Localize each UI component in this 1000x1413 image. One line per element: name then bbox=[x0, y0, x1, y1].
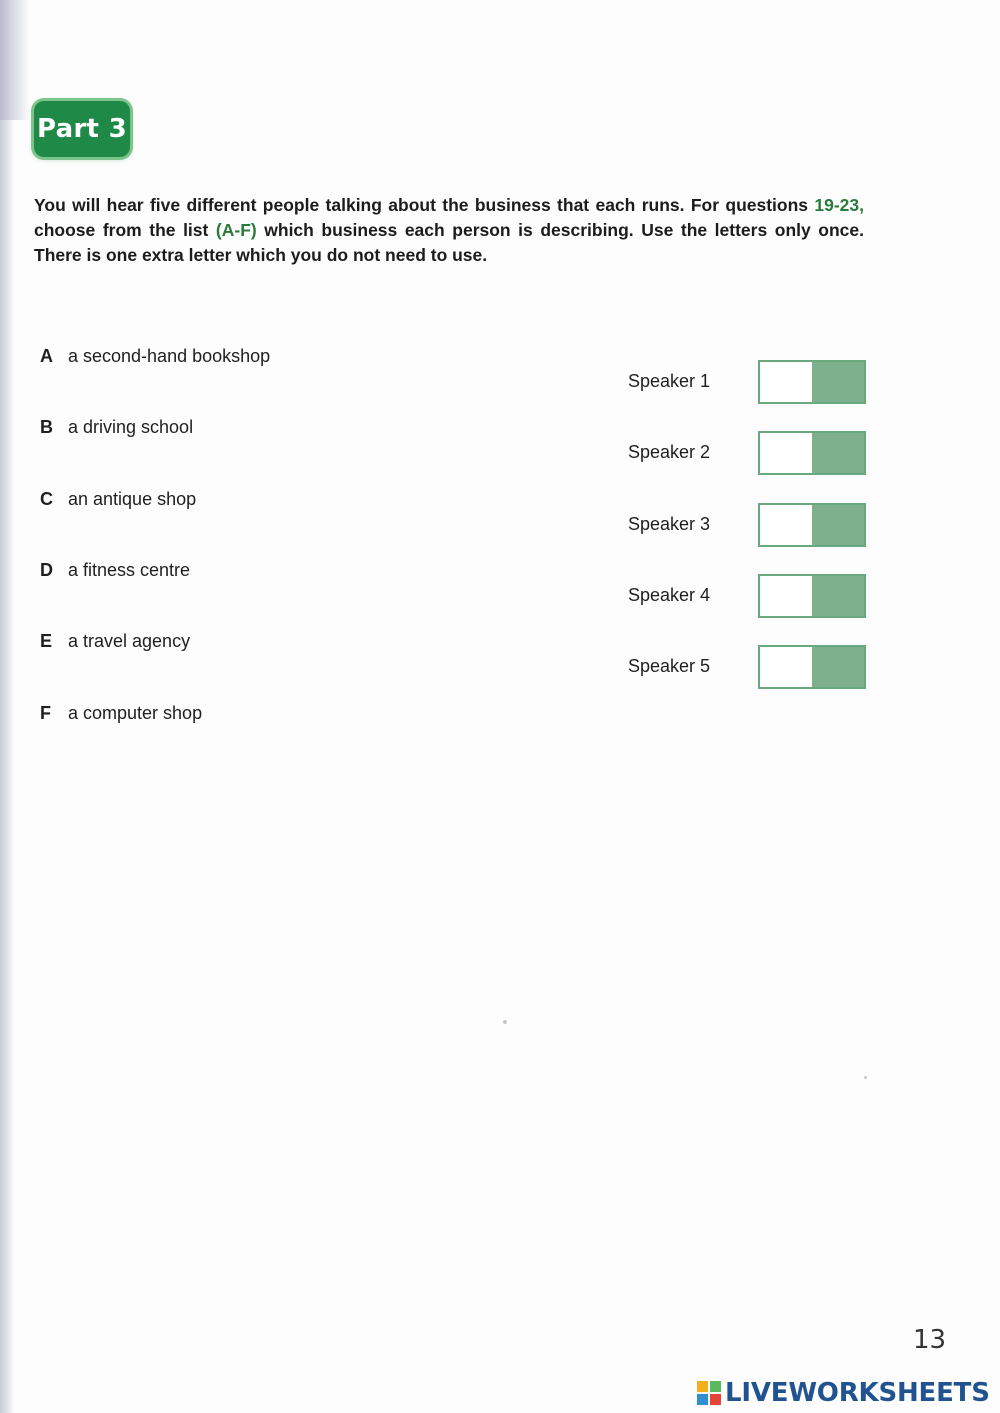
answer-input-area[interactable] bbox=[760, 433, 812, 473]
option-text: a computer shop bbox=[68, 703, 203, 723]
brand-name: LIVEWORKSHEETS bbox=[725, 1378, 990, 1408]
answer-box-speaker-2[interactable] bbox=[758, 431, 866, 475]
answer-input-area[interactable] bbox=[760, 505, 812, 545]
option-text: a fitness centre bbox=[68, 560, 191, 580]
speaker-label: Speaker 3 bbox=[628, 514, 711, 534]
option-letter: B bbox=[40, 417, 53, 437]
questions-range: 19-23, bbox=[814, 195, 864, 215]
part-badge: Part 3 bbox=[34, 101, 130, 157]
scan-speck bbox=[503, 1020, 507, 1024]
option-d bbox=[40, 559, 190, 581]
option-letter: E bbox=[40, 631, 53, 651]
question-number-cell bbox=[812, 576, 864, 616]
liveworksheets-logo-icon bbox=[697, 1381, 721, 1405]
question-number-cell bbox=[812, 362, 864, 402]
instructions-text-2: choose from the list bbox=[34, 220, 216, 240]
option-text: a second-hand bookshop bbox=[68, 346, 271, 366]
instructions-text-1: You will hear five different people talking about the business that each runs. For questions bbox=[34, 195, 815, 215]
speaker-label: Speaker 2 bbox=[628, 442, 711, 462]
speaker-label: Speaker 5 bbox=[628, 656, 711, 676]
option-letter: A bbox=[40, 346, 53, 366]
question-number-cell bbox=[812, 505, 864, 545]
speaker-row-4 bbox=[628, 574, 868, 618]
answer-input-area[interactable] bbox=[760, 362, 812, 402]
option-b bbox=[40, 416, 193, 438]
instructions-paragraph bbox=[34, 193, 864, 268]
speaker-label: Speaker 1 bbox=[628, 371, 711, 391]
page-number: 13 bbox=[913, 1325, 947, 1355]
question-number-cell bbox=[812, 647, 864, 687]
option-e bbox=[40, 630, 190, 652]
option-text: a driving school bbox=[68, 417, 194, 437]
option-f bbox=[40, 702, 202, 724]
answer-input-area[interactable] bbox=[760, 576, 812, 616]
speaker-row-3 bbox=[628, 503, 868, 547]
speaker-row-2 bbox=[628, 431, 868, 475]
answer-box-speaker-4[interactable] bbox=[758, 574, 866, 618]
answer-box-speaker-5[interactable] bbox=[758, 645, 866, 689]
page-spine-shadow-top bbox=[0, 0, 30, 120]
instructions-text-3: which business each person is describing. Use the letters only once. There is one extra letter which you do not need to use. bbox=[34, 220, 864, 265]
option-text: a travel agency bbox=[68, 631, 191, 651]
liveworksheets-brand[interactable] bbox=[697, 1378, 990, 1408]
answer-box-speaker-3[interactable] bbox=[758, 503, 866, 547]
option-letter: C bbox=[40, 489, 53, 509]
option-letter: D bbox=[40, 560, 53, 580]
answer-input-area[interactable] bbox=[760, 647, 812, 687]
option-text: an antique shop bbox=[68, 489, 197, 509]
speaker-row-5 bbox=[628, 645, 868, 689]
page-spine-shadow bbox=[0, 0, 14, 1413]
answer-box-speaker-1[interactable] bbox=[758, 360, 866, 404]
scan-speck bbox=[864, 1076, 867, 1079]
option-a bbox=[40, 345, 270, 367]
speaker-label: Speaker 4 bbox=[628, 585, 711, 605]
list-range: (A-F) bbox=[215, 220, 257, 240]
option-c bbox=[40, 488, 196, 510]
speaker-row-1 bbox=[628, 360, 868, 404]
option-letter: F bbox=[40, 703, 51, 723]
question-number-cell bbox=[812, 433, 864, 473]
